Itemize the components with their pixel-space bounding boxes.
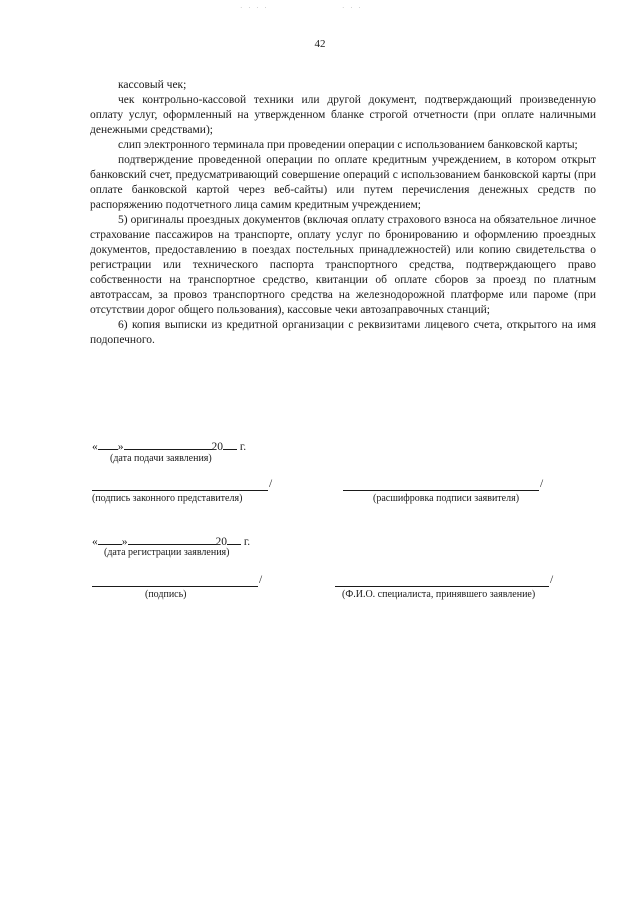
filing-date-caption: (дата подачи заявления) — [110, 453, 212, 464]
day-blank — [98, 533, 122, 545]
slash: / — [259, 574, 263, 586]
applicant-signature-decoding-caption: (расшифровка подписи заявителя) — [373, 493, 520, 504]
year-blank — [227, 533, 241, 545]
month-blank — [128, 533, 216, 545]
year-blank — [223, 438, 237, 450]
paragraph: кассовый чек; — [118, 79, 187, 91]
document-body — [90, 78, 596, 348]
slash: / — [269, 478, 273, 490]
filing-date-field: « » 20 г. — [92, 438, 246, 453]
signature-line — [92, 586, 258, 587]
applicant-signature-decoding-line — [343, 490, 539, 491]
paragraph: подтверждение проведенной операции по оплате кредитным учреждением, в котором открыт банковский счет, предусматривающий совершение операций с использованием банковской карты (при оплате банковской картой через веб-сайты) или путем перечисления денежных средств по распоряжению подотчетного лица самим кредитным учреждением; — [90, 154, 596, 211]
day-blank — [98, 438, 118, 450]
representative-signature-caption: (подпись законного представителя) — [92, 493, 243, 504]
representative-signature-line — [92, 490, 268, 491]
registration-date-caption: (дата регистрации заявления) — [104, 547, 230, 558]
page-number: 42 — [314, 38, 326, 50]
paragraph: 6) копия выписки из кредитной организации с реквизитами лицевого счета, открытого на имя подопечного. — [90, 319, 596, 346]
scan-artifact: ˙ ˙ ˙ — [342, 6, 363, 14]
specialist-name-caption: (Ф.И.О. специалиста, принявшего заявление) — [342, 589, 536, 600]
signature-caption: (подпись) — [145, 589, 187, 600]
paragraph: 5) оригиналы проездных документов (включая оплату страхового взноса на обязательное личное страхование пассажиров на транспорте, оплату услуг по бронированию и оформлению проездных документов, предоставлению в поездах постельных принадлежностей) или копию свидетельства о регистрации или технического паспорта транспортного средства, подтверждающего право собственности на транспортное средство, квитанции об оплате сборов за проезд по платным автотрассам, за провоз транспортного средства на железнодорожной платформе или пароме (при отсутствии дорог общего пользования), кассовые чеки автозаправочных станций; — [90, 214, 596, 316]
slash: / — [550, 574, 554, 586]
specialist-name-line — [335, 586, 549, 587]
paragraph: чек контрольно-кассовой техники или другой документ, подтверждающий произведенную оплату услуг, оформленный на утвержденном бланке строгой отчетности (при оплате наличными денежными средствами); — [90, 94, 596, 136]
scan-artifact: ˙ ˙ ˙ ˙ — [240, 6, 269, 14]
slash: / — [540, 478, 544, 490]
month-blank — [124, 438, 212, 450]
registration-date-field: « » 20 г. — [92, 533, 250, 548]
paragraph: слип электронного терминала при проведении операции с использованием банковской карты; — [118, 139, 578, 151]
